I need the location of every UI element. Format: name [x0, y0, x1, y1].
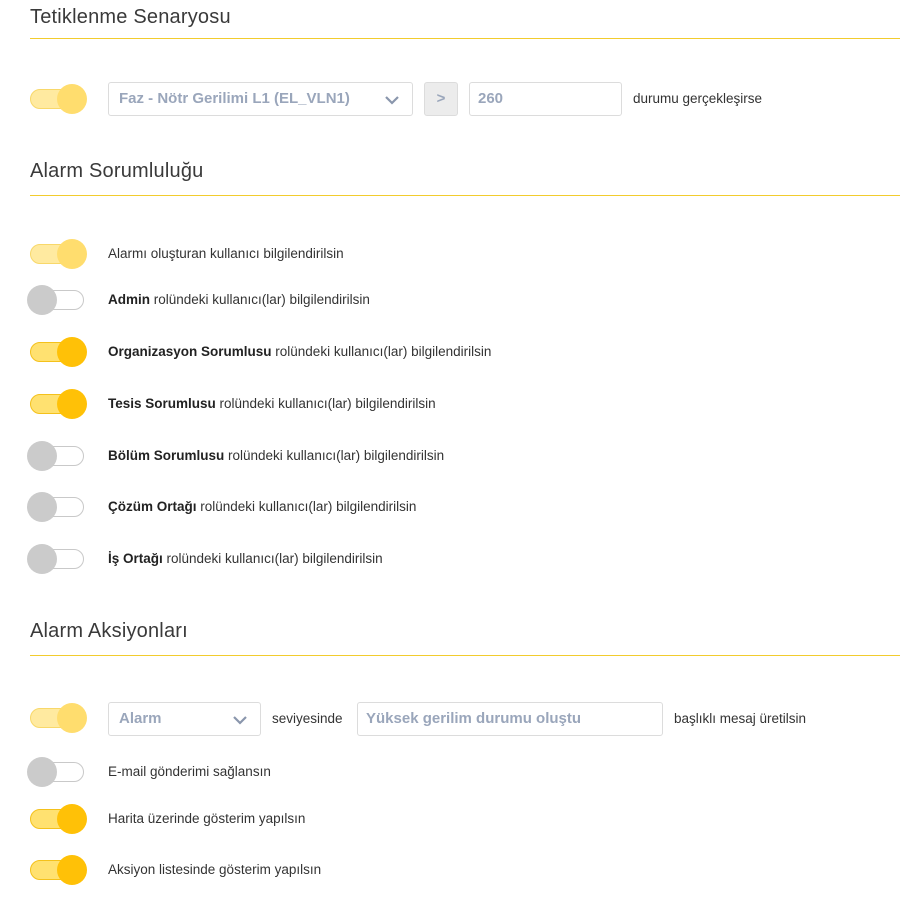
section-title-responsibility: Alarm Sorumluluğu [30, 160, 204, 182]
threshold-input[interactable]: 260 [469, 82, 622, 116]
section-divider [30, 38, 900, 39]
responsibility-toggle[interactable] [30, 497, 84, 517]
responsibility-label [108, 292, 370, 307]
responsibility-label [108, 499, 416, 514]
responsibility-label [108, 396, 436, 411]
toggle-knob [27, 285, 57, 315]
level-select[interactable] [108, 702, 261, 736]
level-select-value: Alarm [119, 710, 162, 727]
responsibility-toggle[interactable] [30, 394, 84, 414]
responsibility-label [108, 551, 383, 566]
role-name: İş Ortağı [108, 551, 163, 566]
operator-button[interactable]: > [424, 82, 458, 116]
role-name: Bölüm Sorumlusu [108, 448, 225, 463]
responsibility-label [108, 246, 344, 261]
section-divider [30, 195, 900, 196]
role-name: Çözüm Ortağı [108, 499, 197, 514]
toggle-knob [57, 804, 87, 834]
responsibility-text: Alarmı oluşturan kullanıcı bilgilendirilsin [108, 246, 344, 261]
toggle-knob [57, 703, 87, 733]
chevron-down-icon [232, 715, 248, 725]
action-toggle[interactable] [30, 860, 84, 880]
responsibility-text: rolündeki kullanıcı(lar) bilgilendirilsin [271, 344, 492, 359]
role-name: Admin [108, 292, 150, 307]
responsibility-toggle[interactable] [30, 290, 84, 310]
message-title-input[interactable]: Yüksek gerilim durumu oluştu [357, 702, 663, 736]
parameter-select[interactable] [108, 82, 413, 116]
toggle-knob [27, 757, 57, 787]
responsibility-text: rolündeki kullanıcı(lar) bilgilendirilsin [162, 551, 383, 566]
action-label: Aksiyon listesinde gösterim yapılsın [108, 862, 322, 877]
toggle-knob [57, 855, 87, 885]
level-suffix: seviyesinde [272, 711, 343, 726]
responsibility-toggle[interactable] [30, 342, 84, 362]
responsibility-label [108, 344, 491, 359]
action-label: Harita üzerinde gösterim yapılsın [108, 811, 306, 826]
toggle-knob [27, 492, 57, 522]
message-toggle[interactable] [30, 708, 84, 728]
parameter-select-value: Faz - Nötr Gerilimi L1 (EL_VLN1) [119, 90, 350, 107]
trigger-suffix: durumu gerçekleşirse [633, 91, 763, 106]
action-toggle[interactable] [30, 809, 84, 829]
responsibility-text: rolündeki kullanıcı(lar) bilgilendirilsin [150, 292, 370, 307]
role-name: Organizasyon Sorumlusu [108, 344, 272, 359]
toggle-knob [57, 389, 87, 419]
toggle-knob [57, 84, 87, 114]
responsibility-text: rolündeki kullanıcı(lar) bilgilendirilsin [224, 448, 445, 463]
toggle-knob [27, 544, 57, 574]
toggle-knob [57, 239, 87, 269]
responsibility-text: rolündeki kullanıcı(lar) bilgilendirilsin [196, 499, 417, 514]
toggle-knob [57, 337, 87, 367]
trigger-toggle[interactable] [30, 89, 84, 109]
responsibility-text: rolündeki kullanıcı(lar) bilgilendirilsin [215, 396, 436, 411]
section-divider [30, 655, 900, 656]
responsibility-toggle[interactable] [30, 244, 84, 264]
section-title-actions: Alarm Aksiyonları [30, 620, 188, 642]
responsibility-label [108, 448, 444, 463]
action-label: E-mail gönderimi sağlansın [108, 764, 271, 779]
chevron-down-icon [384, 95, 400, 105]
toggle-knob [27, 441, 57, 471]
role-name: Tesis Sorumlusu [108, 396, 216, 411]
section-title-trigger: Tetiklenme Senaryosu [30, 6, 231, 28]
message-title-suffix: başlıklı mesaj üretilsin [674, 711, 807, 726]
action-toggle[interactable] [30, 762, 84, 782]
responsibility-toggle[interactable] [30, 549, 84, 569]
responsibility-toggle[interactable] [30, 446, 84, 466]
